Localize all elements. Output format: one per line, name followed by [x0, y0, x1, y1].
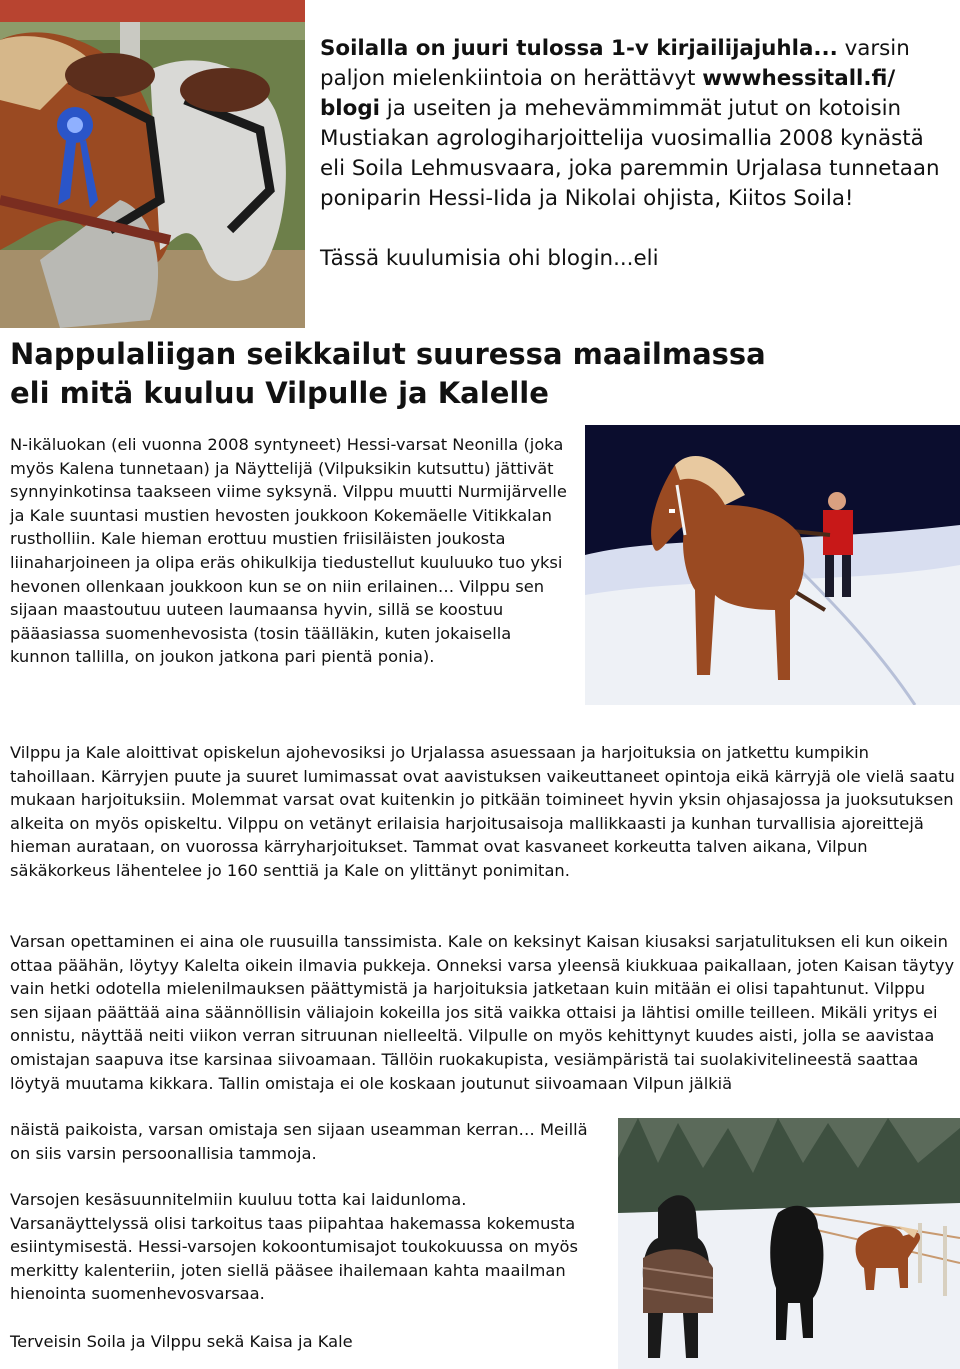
intro-text-a: varsin paljon mielenkiintoia on herättävyt — [320, 36, 910, 91]
intro-line2: Tässä kuulumisia ohi blogin...eli — [320, 246, 659, 271]
headline-line2: eli mitä kuuluu Vilpulle ja Kalelle — [10, 376, 549, 410]
intro-bold-lead: Soilalla on juuri tulossa 1-v kirjailijajuhla... — [320, 36, 838, 61]
photo-horse-night-snow — [585, 425, 960, 705]
intro-text — [320, 34, 945, 274]
headline-line1: Nappulaliigan seikkailut suuressa maailmassa — [10, 337, 766, 371]
blog-link[interactable]: wwwhessitall.fi/ blogi — [320, 66, 896, 121]
paragraph-3: Varsan opettaminen ei aina ole ruusuilla tanssimista. Kale on keksinyt Kaisan kiusaksi sarjatulituksen eli kun oikein ottaa päähän, löytyy Kalelta oikein ilmavia pukkeja. Onneksi varsa yleensä kiukkuaa paikallaan, joten Kaisan täytyy vain hetki odotella mielenilmauksen päättymistä ja harjoituksia jatketaan kuin mitään ei olisi tapahtunut. Vilppu sen sijaan päättää aina säännöllisin väliajoin kokeilla jos sitä vaikka ottaisi ja lähtisi omille teilleen. Mikäli yritys ei onnistu, näyttää neiti viikon verran sitruunan nielleeltä. Vilpulle on myös kehittynyt kuudes aisti, jolla se aavistaa omistajan saapuva itse karsinaa siivoamaan. Tällöin ruokakupista, vesiämpäristä tai suolakivitelineestä saattaa löytyä muutama kikkara. Tallin omistaja ei ole koskaan joutunut siivoamaan Vilpun jälkiä — [10, 932, 955, 1093]
paragraph-3-continued: näistä paikoista, varsan omistaja sen sijaan useamman kerran… Meillä on siis varsin persoonallisia tammoja. — [10, 1120, 588, 1163]
photo-horses-snow-paddock — [618, 1118, 960, 1369]
paragraph-2: Vilppu ja Kale aloittivat opiskelun ajohevosiksi jo Urjalassa asuessaan ja harjoituksia on jatkettu kumpikin tahoillaan. Kärryjen puute ja suuret lumimassat ovat aavistuksen vaikeuttaneet opintoja eikä kärryjä ole vielä saatu mukaan harjoituksiin. Molemmat varsat ovat kuitenkin jo pitkään toimineet hyvin yksin ohjasajossa ja juoksutuksen alkeita on myös opiskeltu. Vilppu on vetänyt erilaisia harjoitusaisoja mallikkaasti ja kunhan turvallisia ajoreittejä hieman aurataan, on vuorossa kärryharjoitukset. Tammat ovat kasvaneet korkeutta talven aikana, Vilpun säkäkorkeus lähentelee jo 160 senttiä ja Kale on ylittänyt ponimitan. — [10, 743, 955, 880]
signature: Terveisin Soila ja Vilppu sekä Kaisa ja Kale — [10, 1332, 353, 1351]
paragraph-1: N-ikäluokan (eli vuonna 2008 syntyneet) Hessi-varsat Neonilla (joka myös Kalena tunnetaan) ja Näyttelijä (Vilpuksikin kutsuttu) jättivät synnyinkotinsa taakseen viime syksynä. Vilppu muutti Nurmijärvelle ja Kale suuntasi mustien hevosten joukkoon Kokemäelle Vitikkalan rustholliin. Kale hieman erottuu mustien friisiläisten joukosta liinaharjoineen ja olipa eräs ohikulkija tiedustellut kuuluuko tuo yksi hevonen ollenkaan joukkoon kun se on niin erilainen… Vilppu sen sijaan maastoutuu uuteen laumaansa hyvin, sillä se koostuu pääasiassa suomenhevosista (tosin täälläkin, kuten jokaisella kunnon tallilla, on joukon jatkona pari pientä ponia). — [10, 435, 567, 667]
intro-text-b: ja useiten ja mehevämmimmät jutut on kotoisin Mustiakan agrologiharjoittelija vuosimallia 2008 kynästä eli Soila Lehmusvaara, joka paremmin Urjalasa tunnetaan poniparin Hessi-Iida ja Nikolai ohjista, Kiitos Soila! — [320, 96, 940, 211]
paragraph-4: Varsojen kesäsuunnitelmiin kuuluu totta kai laidunloma. Varsanäyttelyssä olisi tarkoitus taas piipahtaa hakemassa kokemusta esiintymisestä. Hessi-varsojen kokoontumisajot toukokuussa on myös merkitty kalenteriin, joten siellä pääsee ihailemaan kahta maailman hienointa suomenhevosvarsaa. — [10, 1190, 578, 1304]
photo-ponies-with-ribbon — [0, 0, 305, 328]
article-headline — [10, 335, 810, 413]
